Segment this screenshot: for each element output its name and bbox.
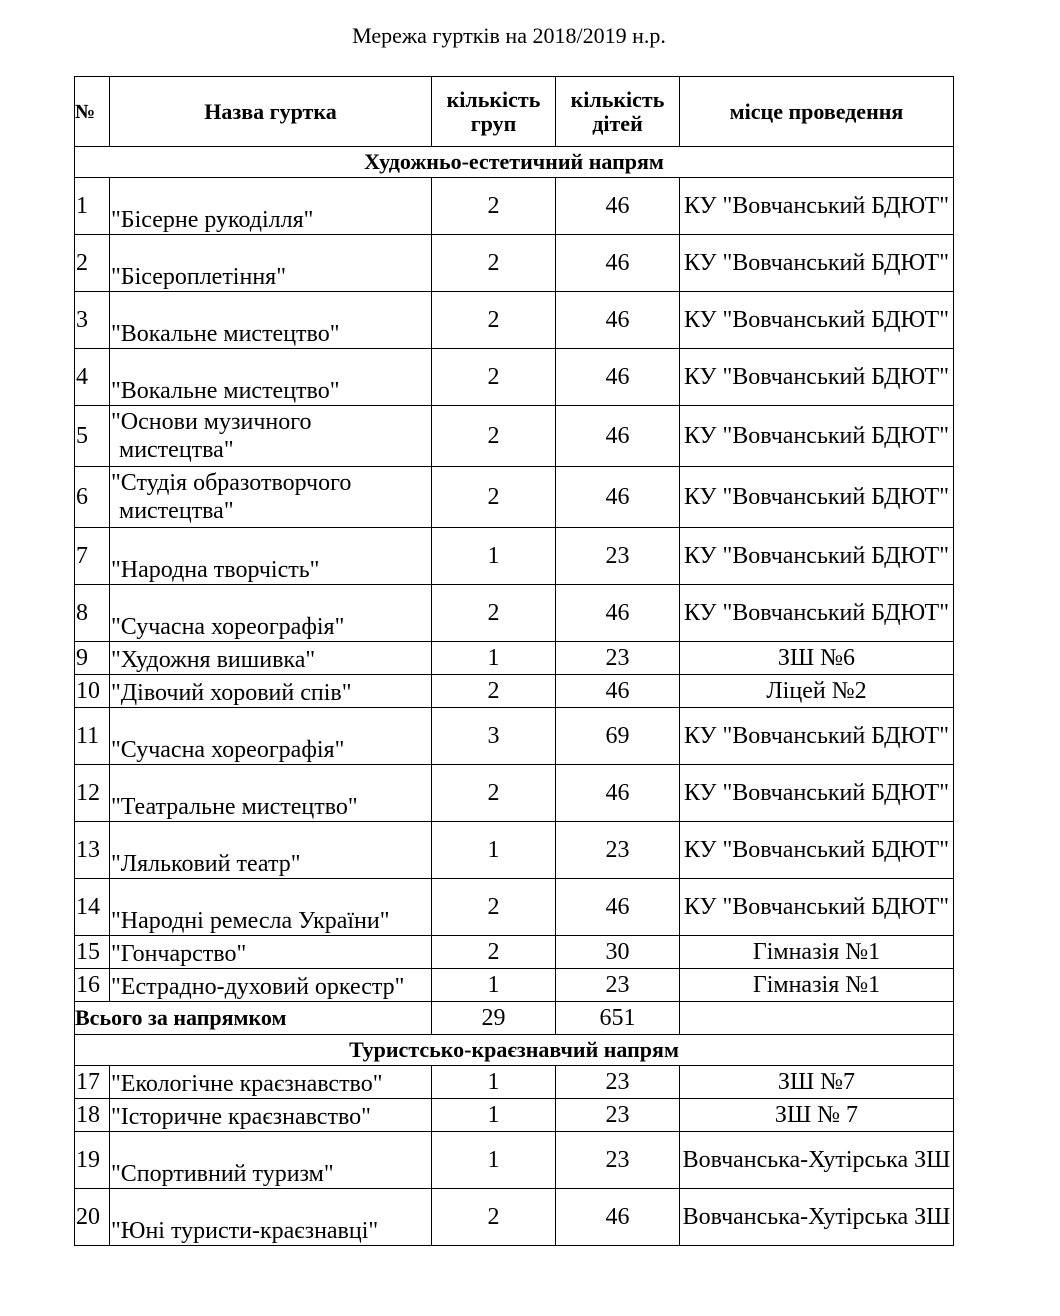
row-number: 9 (75, 642, 110, 675)
table-row (75, 292, 954, 349)
venue: КУ "Вовчанський БДЮТ" (680, 708, 954, 765)
row-number: 6 (75, 467, 110, 528)
children-count: 46 (556, 178, 680, 235)
header-groups: кількість груп (432, 77, 556, 147)
venue: Ліцей №2 (680, 675, 954, 708)
row-number: 16 (75, 969, 110, 1002)
groups-count: 1 (432, 1066, 556, 1099)
table-row (75, 936, 954, 969)
row-number: 11 (75, 708, 110, 765)
groups-count: 1 (432, 528, 556, 585)
venue: КУ "Вовчанський БДЮТ" (680, 822, 954, 879)
club-name: "Ляльковий театр" (110, 822, 432, 879)
row-number: 15 (75, 936, 110, 969)
children-count: 23 (556, 969, 680, 1002)
venue: Гімназія №1 (680, 969, 954, 1002)
total-children: 651 (556, 1002, 680, 1035)
table-row (75, 178, 954, 235)
children-count: 46 (556, 467, 680, 528)
header-num: № (75, 77, 110, 147)
table-row (75, 822, 954, 879)
row-number: 20 (75, 1189, 110, 1246)
groups-count: 2 (432, 467, 556, 528)
groups-count: 3 (432, 708, 556, 765)
children-count: 46 (556, 406, 680, 467)
venue: КУ "Вовчанський БДЮТ" (680, 406, 954, 467)
groups-count: 2 (432, 1189, 556, 1246)
club-name: "Естрадно-духовий оркестр" (110, 969, 432, 1002)
header-children: кількість дітей (556, 77, 680, 147)
club-name: "Бісероплетіння" (110, 235, 432, 292)
page-title: Мережа гуртків на 2018/2019 н.р. (352, 23, 666, 48)
table-row (75, 675, 954, 708)
section-title: Туристсько-краєзнавчий напрям (75, 1035, 954, 1066)
club-name: "Народна творчість" (110, 528, 432, 585)
venue: КУ "Вовчанський БДЮТ" (680, 585, 954, 642)
venue: КУ "Вовчанський БДЮТ" (680, 349, 954, 406)
venue: Вовчанська-Хутірська ЗШ (680, 1189, 954, 1246)
venue: ЗШ №6 (680, 642, 954, 675)
table-row (75, 1066, 954, 1099)
children-count: 30 (556, 936, 680, 969)
venue: Вовчанська-Хутірська ЗШ (680, 1132, 954, 1189)
table-row (75, 235, 954, 292)
table-row (75, 349, 954, 406)
row-number: 1 (75, 178, 110, 235)
total-row (75, 1002, 954, 1035)
table-row (75, 642, 954, 675)
table-row (75, 765, 954, 822)
row-number: 13 (75, 822, 110, 879)
venue: ЗШ № 7 (680, 1099, 954, 1132)
section-row (75, 1035, 954, 1066)
row-number: 17 (75, 1066, 110, 1099)
groups-count: 2 (432, 349, 556, 406)
total-place (680, 1002, 954, 1035)
header-row (75, 77, 954, 147)
groups-count: 1 (432, 969, 556, 1002)
children-count: 46 (556, 292, 680, 349)
table-row (75, 879, 954, 936)
row-number: 10 (75, 675, 110, 708)
children-count: 69 (556, 708, 680, 765)
groups-count: 2 (432, 879, 556, 936)
groups-count: 2 (432, 406, 556, 467)
venue: Гімназія №1 (680, 936, 954, 969)
children-count: 23 (556, 642, 680, 675)
row-number: 7 (75, 528, 110, 585)
total-label: Всього за напрямком (75, 1002, 432, 1035)
groups-count: 1 (432, 1099, 556, 1132)
venue: КУ "Вовчанський БДЮТ" (680, 235, 954, 292)
children-count: 46 (556, 675, 680, 708)
club-name: "Вокальне мистецтво" (110, 292, 432, 349)
club-name: "Гончарство" (110, 936, 432, 969)
club-name: "Сучасна хореографія" (110, 708, 432, 765)
header-name: Назва гуртка (110, 77, 432, 147)
children-count: 23 (556, 528, 680, 585)
venue: КУ "Вовчанський БДЮТ" (680, 765, 954, 822)
row-number: 8 (75, 585, 110, 642)
club-name: "Бісерне рукоділля" (110, 178, 432, 235)
table-row (75, 585, 954, 642)
table-row (75, 1132, 954, 1189)
club-name: "Дівочий хоровий спів" (110, 675, 432, 708)
children-count: 23 (556, 1132, 680, 1189)
children-count: 23 (556, 822, 680, 879)
venue: КУ "Вовчанський БДЮТ" (680, 467, 954, 528)
venue: КУ "Вовчанський БДЮТ" (680, 528, 954, 585)
row-number: 3 (75, 292, 110, 349)
table-row (75, 406, 954, 467)
row-number: 18 (75, 1099, 110, 1132)
children-count: 23 (556, 1066, 680, 1099)
groups-count: 2 (432, 178, 556, 235)
venue: ЗШ №7 (680, 1066, 954, 1099)
groups-count: 1 (432, 1132, 556, 1189)
club-name: "Юні туристи-краєзнавці" (110, 1189, 432, 1246)
section-title: Художньо-естетичний напрям (75, 147, 954, 178)
table-row (75, 1099, 954, 1132)
groups-count: 2 (432, 292, 556, 349)
groups-count: 2 (432, 936, 556, 969)
club-name: "Екологічне краєзнавство" (110, 1066, 432, 1099)
club-name: "Спортивний туризм" (110, 1132, 432, 1189)
groups-count: 1 (432, 642, 556, 675)
groups-count: 2 (432, 585, 556, 642)
children-count: 46 (556, 765, 680, 822)
venue: КУ "Вовчанський БДЮТ" (680, 879, 954, 936)
row-number: 19 (75, 1132, 110, 1189)
table-row (75, 708, 954, 765)
table-row (75, 528, 954, 585)
children-count: 46 (556, 349, 680, 406)
children-count: 46 (556, 235, 680, 292)
row-number: 14 (75, 879, 110, 936)
club-name: "Художня вишивка" (110, 642, 432, 675)
club-name: "Вокальне мистецтво" (110, 349, 432, 406)
children-count: 46 (556, 1189, 680, 1246)
club-name: "Студія образотворчого мистецтва" (110, 467, 432, 528)
groups-count: 2 (432, 765, 556, 822)
row-number: 2 (75, 235, 110, 292)
groups-count: 2 (432, 235, 556, 292)
row-number: 4 (75, 349, 110, 406)
groups-count: 2 (432, 675, 556, 708)
venue: КУ "Вовчанський БДЮТ" (680, 292, 954, 349)
row-number: 5 (75, 406, 110, 467)
table-body (75, 147, 954, 1246)
club-name: "Основи музичного мистецтва" (110, 406, 432, 467)
table-row (75, 467, 954, 528)
section-row (75, 147, 954, 178)
total-groups: 29 (432, 1002, 556, 1035)
table-row (75, 1189, 954, 1246)
children-count: 46 (556, 879, 680, 936)
club-name: "Історичне краєзнавство" (110, 1099, 432, 1132)
children-count: 46 (556, 585, 680, 642)
club-name: "Народні ремесла України" (110, 879, 432, 936)
header-place: місце проведення (680, 77, 954, 147)
clubs-table (74, 76, 954, 1246)
club-name: "Сучасна хореографія" (110, 585, 432, 642)
club-name: "Театральне мистецтво" (110, 765, 432, 822)
table-row (75, 969, 954, 1002)
venue: КУ "Вовчанський БДЮТ" (680, 178, 954, 235)
groups-count: 1 (432, 822, 556, 879)
children-count: 23 (556, 1099, 680, 1132)
row-number: 12 (75, 765, 110, 822)
